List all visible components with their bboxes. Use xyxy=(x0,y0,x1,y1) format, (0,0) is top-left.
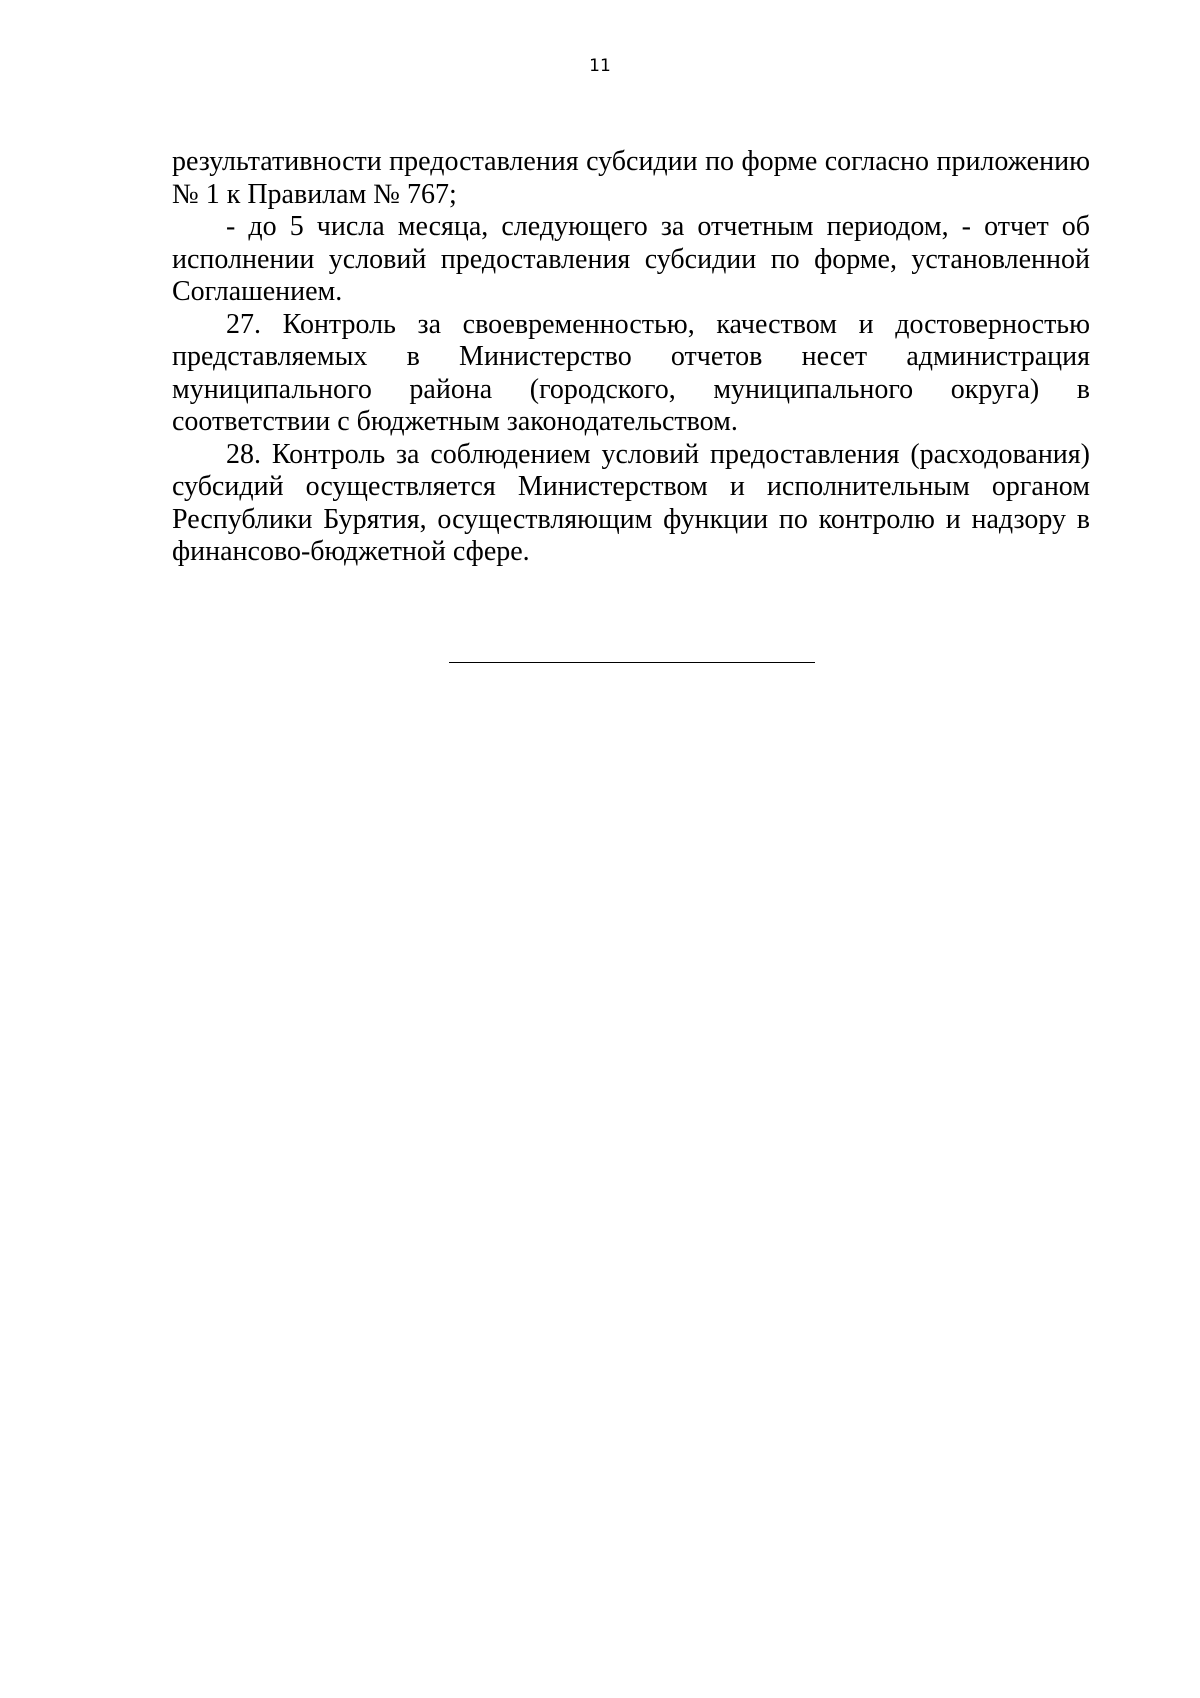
end-of-document-rule xyxy=(449,662,815,663)
page-number: 11 xyxy=(589,56,611,76)
paragraph-report-deadline: - до 5 числа месяца, следующего за отчетным периодом, - отчет об исполнении условий предоставления субсидии по форме, установленной Соглашением. xyxy=(172,211,1090,307)
document-body xyxy=(172,146,1090,569)
paragraph-28: 28. Контроль за соблюдением условий предоставления (расходования) субсидий осуществляется Министерством и исполнительным органом Республики Бурятия, осуществляющим функции по контролю и надзору в финансово-бюджетной сфере. xyxy=(172,438,1090,567)
paragraph-27: 27. Контроль за своевременностью, качеством и достоверностью представляемых в Министерство отчетов несет администрация муниципального района (городского, муниципального округа) в соответствии с бюджетным законодательством. xyxy=(172,308,1090,437)
paragraph-continuation: результативности предоставления субсидии по форме согласно приложению № 1 к Правилам № 767; xyxy=(172,146,1090,210)
